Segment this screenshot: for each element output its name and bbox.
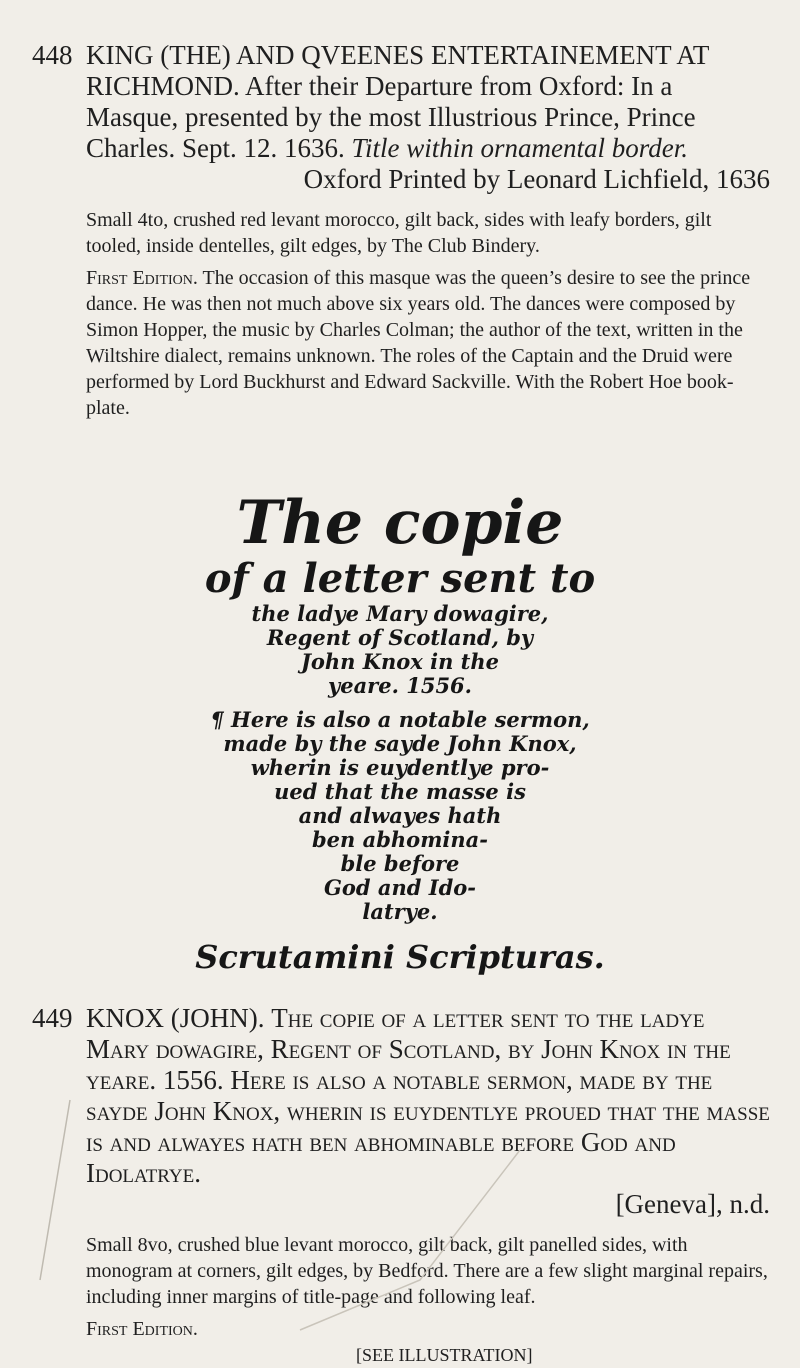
entry-heading [86,40,770,164]
illus-line: and alwayes hath [298,803,502,828]
illus-line: ble before [340,851,460,876]
entry-imprint: [Geneva], n.d. [615,1189,770,1219]
edition-label: First Edition. [86,1318,198,1340]
illus-line: made by the sayde John Knox, [223,731,577,756]
title-page-illustration [0,490,800,976]
illus-line: Regent of Scotland, by [266,625,534,650]
see-illustration: [SEE ILLUSTRATION] [356,1345,533,1365]
illus-line: yeare. 1556. [328,673,472,698]
entry-heading [86,1003,770,1189]
illus-line: the ladye Mary dowagire, [251,601,549,626]
entry-binding: Small 8vo, crushed blue levant morocco, gilt back, gilt panelled sides, with monogram at corners, gilt edges, by Bedford. There are a few slight marginal repairs, including inner margins of title-page and following leaf. [86,1234,768,1308]
entry-imprint: Oxford Printed by Leonard Lichfield, 1636 [303,164,770,194]
illus-line: ben abhomina- [312,827,488,852]
entry-head: KNOX (JOHN). [86,1003,265,1033]
illus-line: wherin is euydentlye pro- [250,755,550,780]
illus-line: ued that the masse is [274,779,526,804]
edition-text: The occasion of this masque was the queen’s desire to see the prince dance. He was then not much above six years old. The dances were composed by Simon Hopper, the music by Charles Colman; the author of the text, written in the Wiltshire dialect, remains unknown. The roles of the Captain and the Druid were performed by Lord Buckhurst and Edward Sackville. With the Robert Hoe book-plate. [86,267,751,419]
illus-motto: Scrutamini Scripturas. [195,938,605,976]
illus-line: John Knox in the [300,649,500,674]
illus-line: of a letter sent to [204,555,596,602]
entry-title: The copie of a letter sent to the ladye Mary dowagire, Regent of Scotland, by John Knox in the yeare. 1556. Here is also a notable sermon, made by the sayde John Knox, wherin is euydentlye proued that the masse is and alwayes hath ben abhominable before God and Idolatrye. [86,1003,770,1188]
entry-edition [86,265,770,421]
entry-edition [86,1316,770,1342]
illus-line: latrye. [362,899,438,924]
illus-line: God and Ido- [323,875,477,900]
edition-label: First Edition. [86,267,198,289]
entry-head-rest: After their Departure from Oxford: In a Masque, presented by the most Illustrious Prince, Prince Charles. Sept. 12. 1636. [86,71,696,163]
lot-number: 448 [32,40,73,70]
lot-number: 449 [32,1003,73,1033]
entry-block [86,1003,770,1368]
entry-block [86,40,770,421]
illus-line: ¶ Here is also a notable sermon, [210,707,590,732]
entry-binding: Small 4to, crushed red levant morocco, gilt back, sides with leafy borders, gilt tooled, inside dentelles, gilt edges, by The Club Bindery. [86,209,712,257]
entry-note: Title within ornamental border. [351,133,689,163]
illus-line: The copie [236,488,564,558]
entry-head: KING (THE) AND QVEENES ENTERTAINEMENT AT RICHMOND. [86,40,709,101]
